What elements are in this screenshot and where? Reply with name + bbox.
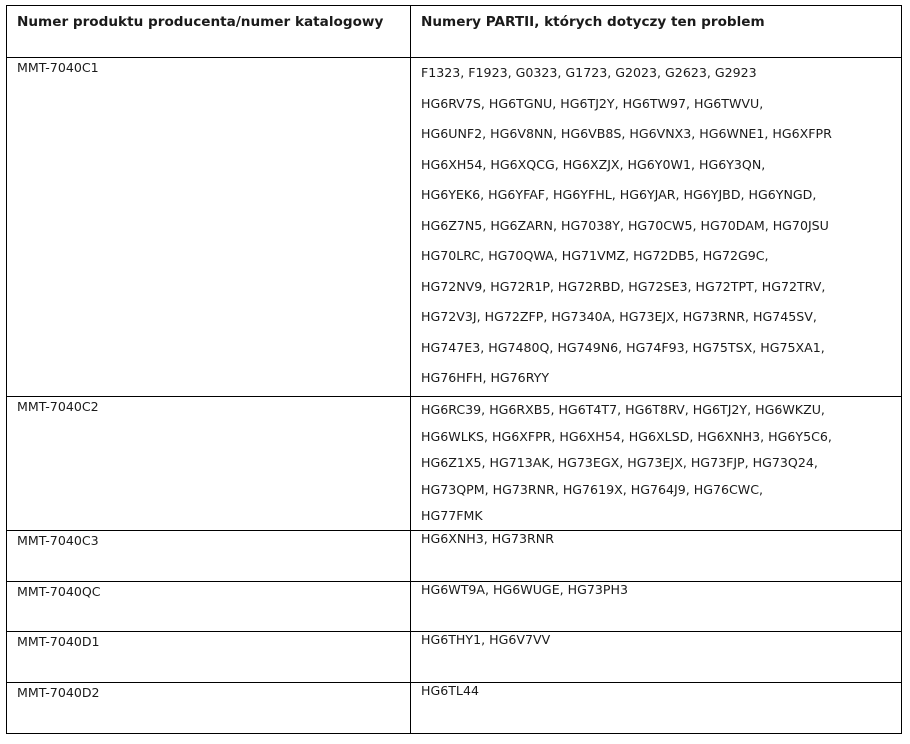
catalog-number-cell: MMT-7040C3 [7,531,411,582]
catalog-number-cell: MMT-7040C1 [7,58,411,397]
table-row [7,397,902,531]
catalog-number-cell: MMT-7040QC [7,582,411,632]
table-row [7,683,902,734]
lot-numbers-cell [411,632,902,683]
table-header-row [7,6,902,58]
catalog-number-cell: MMT-7040C2 [7,397,411,531]
table-row [7,531,902,582]
table-row [7,582,902,632]
table-row [7,632,902,683]
lot-line: HG6WLKS, HG6XFPR, HG6XH54, HG6XLSD, HG6XNH3, HG6Y5C6, [421,428,832,444]
lot-line: HG6THY1, HG6V7VV [421,632,551,647]
lot-line: HG76HFH, HG76RYY [421,370,550,385]
catalog-number-cell: MMT-7040D2 [7,683,411,734]
lot-line: HG6Z1X5, HG713AK, HG73EGX, HG73EJX, HG73FJP, HG73Q24, [421,455,818,470]
lot-line: HG6XNH3, HG73RNR [421,531,554,546]
lot-line: HG77FMK [421,508,483,523]
lot-line: HG6RC39, HG6RXB5, HG6T4T7, HG6T8RV, HG6TJ2Y, HG6WKZU, [421,402,825,417]
lot-line: HG70LRC, HG70QWA, HG71VMZ, HG72DB5, HG72G9C, [421,248,769,263]
catalog-number-cell: MMT-7040D1 [7,632,411,683]
table-row [7,58,902,397]
lot-numbers-table [6,5,902,734]
lot-numbers-cell [411,531,902,582]
lot-line: HG72NV9, HG72R1P, HG72RBD, HG72SE3, HG72TPT, HG72TRV, [421,278,826,294]
header-catalog-number: Numer produktu producenta/numer katalogowy [7,6,411,58]
lot-line: HG6UNF2, HG6V8NN, HG6VB8S, HG6VNX3, HG6WNE1, HG6XFPR [421,126,832,141]
header-lot-numbers: Numery PARTII, których dotyczy ten problem [411,6,902,58]
lot-line: HG6Z7N5, HG6ZARN, HG7038Y, HG70CW5, HG70DAM, HG70JSU [421,217,829,233]
lot-line: F1323, F1923, G0323, G1723, G2023, G2623, G2923 [421,65,757,80]
lot-numbers-cell [411,397,902,531]
lot-line: HG72V3J, HG72ZFP, HG7340A, HG73EJX, HG73RNR, HG745SV, [421,309,817,324]
lot-numbers-cell [411,582,902,632]
lot-line: HG6TL44 [421,683,479,698]
lot-line: HG73QPM, HG73RNR, HG7619X, HG764J9, HG76CWC, [421,481,764,497]
lot-line: HG6YEK6, HG6YFAF, HG6YFHL, HG6YJAR, HG6YJBD, HG6YNGD, [421,187,817,202]
lot-numbers-cell [411,683,902,734]
lot-line: HG6XH54, HG6XQCG, HG6XZJX, HG6Y0W1, HG6Y3QN, [421,156,766,172]
lot-numbers-cell [411,58,902,397]
lot-line: HG747E3, HG7480Q, HG749N6, HG74F93, HG75TSX, HG75XA1, [421,339,825,355]
lot-line: HG6RV7S, HG6TGNU, HG6TJ2Y, HG6TW97, HG6TWVU, [421,95,764,111]
lot-line: HG6WT9A, HG6WUGE, HG73PH3 [421,582,628,597]
